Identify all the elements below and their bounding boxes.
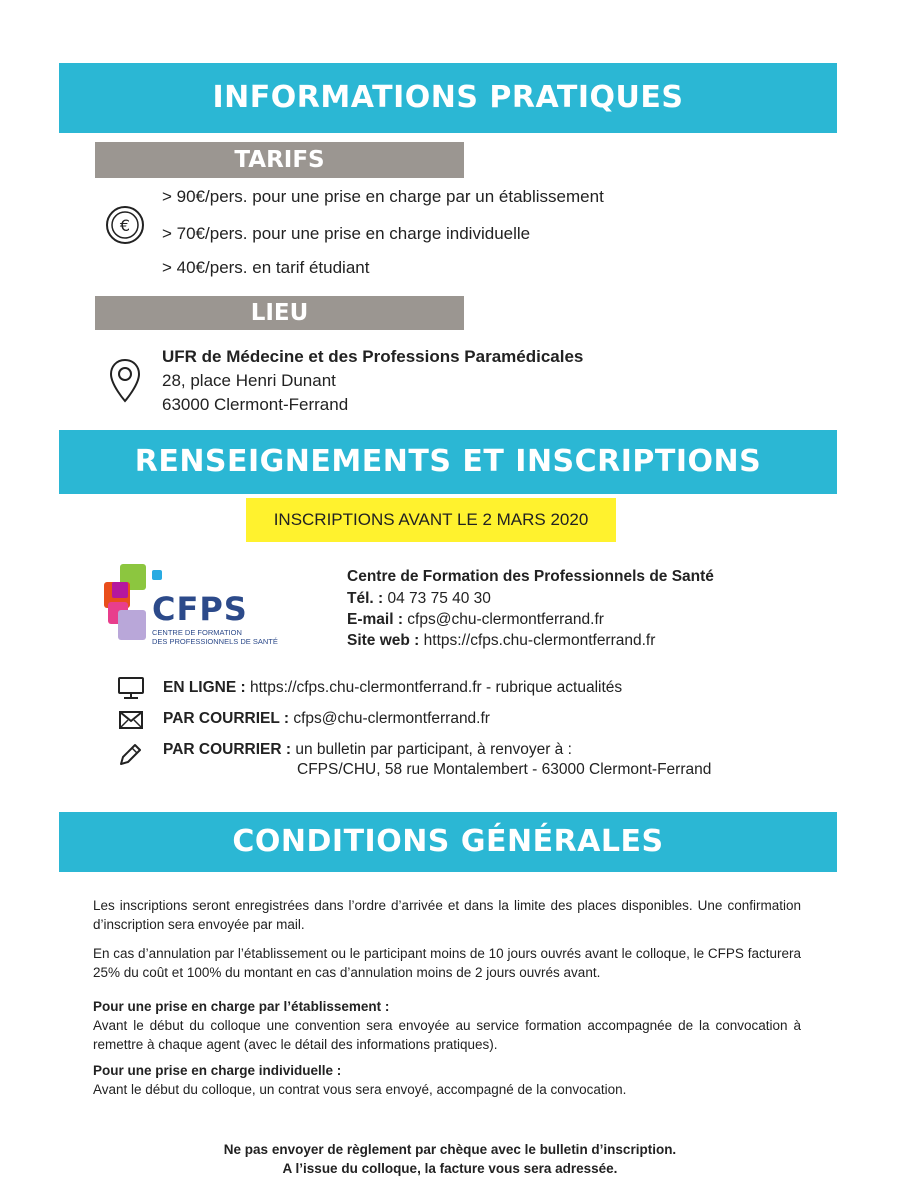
courriel-value: cfps@chu-clermontferrand.fr [289, 710, 490, 727]
tarif-item: > 90€/pers. pour une prise en charge par un établissement [162, 187, 604, 206]
courriel-label: PAR COURRIEL : [163, 710, 290, 727]
section-title-registration: RENSEIGNEMENTS ET INSCRIPTIONS [59, 430, 837, 494]
phone-value: 04 73 75 40 30 [383, 590, 491, 607]
mail-address: CFPS/CHU, 58 rue Montalembert - 63000 Clermont-Ferrand [297, 761, 712, 778]
email-value: cfps@chu-clermontferrand.fr [402, 611, 604, 628]
website-label: Site web : [347, 632, 420, 649]
pencil-icon [117, 742, 143, 768]
conditions-subtitle: Pour une prise en charge par l’établissement : [93, 999, 390, 1014]
venue-city: 63000 Clermont-Ferrand [162, 395, 349, 414]
contact-org-name: Centre de Formation des Professionnels de Santé [347, 568, 714, 585]
method-online [163, 679, 622, 697]
venue-name: UFR de Médecine et des Professions Paramédicales [162, 347, 584, 366]
conditions-subtitle: Pour une prise en charge individuelle : [93, 1063, 342, 1078]
lieu-heading: LIEU [95, 296, 464, 330]
envelope-icon [118, 710, 144, 730]
svg-text:€: € [119, 216, 131, 235]
cfps-logo [100, 560, 320, 660]
contact-phone [347, 590, 491, 608]
tarifs-heading: TARIFS [95, 142, 464, 178]
section-title-practical-info: INFORMATIONS PRATIQUES [59, 63, 837, 133]
email-label: E-mail : [347, 611, 403, 628]
logo-text: CFPS [152, 590, 248, 628]
method-mail [163, 741, 572, 759]
contact-email [347, 611, 604, 629]
registration-deadline-badge: INSCRIPTIONS AVANT LE 2 MARS 2020 [246, 498, 616, 542]
logo-subtitle: CENTRE DE FORMATION [152, 628, 242, 637]
section-title-conditions: CONDITIONS GÉNÉRALES [59, 812, 837, 872]
tarif-item: > 70€/pers. pour une prise en charge individuelle [162, 224, 531, 243]
tarif-item: > 40€/pers. en tarif étudiant [162, 258, 370, 277]
online-label: EN LIGNE : [163, 679, 246, 696]
euro-coin-icon [105, 205, 145, 245]
contact-website [347, 632, 655, 650]
footer-note: Ne pas envoyer de règlement par chèque avec le bulletin d’inscription. [223, 1142, 677, 1157]
footer-note: A l’issue du colloque, la facture vous sera adressée. [282, 1161, 618, 1176]
conditions-paragraph: Avant le début du colloque une convention sera envoyée au service formation accompagnée de la convocation à remettre à chaque agent (avec le détail des informations pratiques). [93, 1018, 801, 1052]
location-pin-icon [108, 358, 142, 404]
conditions-paragraph: Les inscriptions seront enregistrées dans l’ordre d’arrivée et dans la limite des places disponibles. Une confirmation d’inscription sera envoyée par mail. [93, 898, 801, 932]
courrier-value: un bulletin par participant, à renvoyer à : [291, 741, 572, 758]
venue-street: 28, place Henri Dunant [162, 371, 336, 390]
website-value: https://cfps.chu-clermontferrand.fr [419, 632, 656, 649]
logo-subtitle: DES PROFESSIONNELS DE SANTÉ [152, 637, 278, 646]
method-email [163, 710, 490, 728]
conditions-paragraph: En cas d’annulation par l’établissement ou le participant moins de 10 jours ouvrés avant le colloque, le CFPS facturera 25% du coût et 100% du montant en cas d’annulation moins de 2 jours ouvrés avant. [93, 946, 801, 980]
computer-monitor-icon [117, 676, 145, 700]
online-value: https://cfps.chu-clermontferrand.fr - rubrique actualités [245, 679, 623, 696]
conditions-paragraph: Avant le début du colloque, un contrat vous sera envoyé, accompagné de la convocation. [93, 1082, 627, 1097]
courrier-label: PAR COURRIER : [163, 741, 292, 758]
phone-label: Tél. : [347, 590, 384, 607]
